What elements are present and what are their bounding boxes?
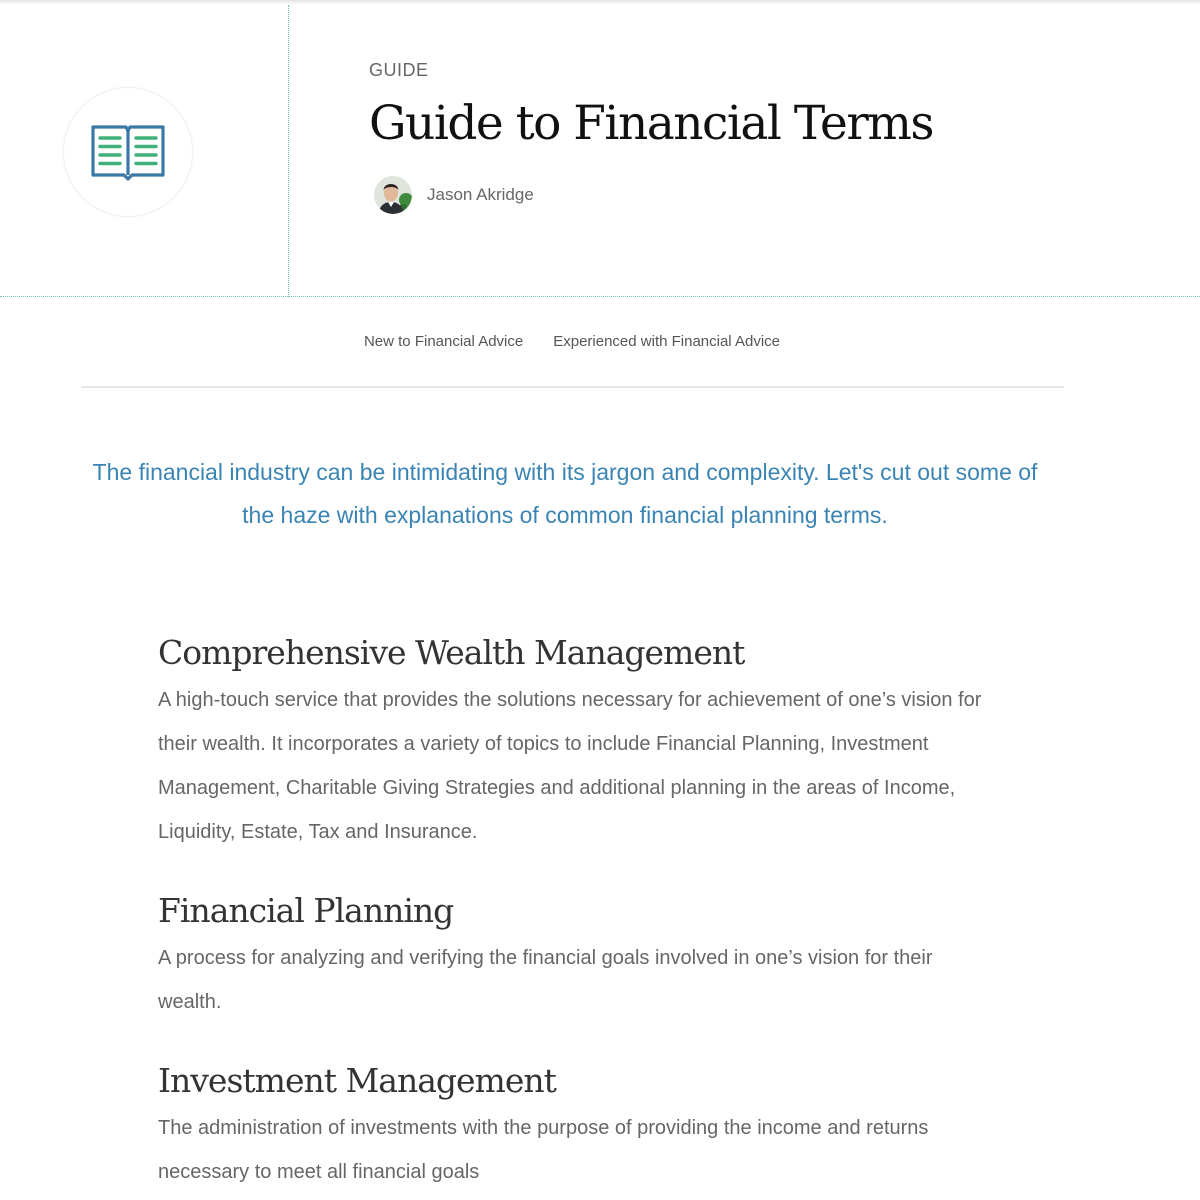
term-definition: A process for analyzing and verifying the financial goals involved in one’s vision for their wealth. — [158, 947, 933, 1013]
author-avatar — [374, 176, 412, 214]
term-title: Comprehensive Wealth Management — [158, 633, 745, 672]
tabs-divider — [81, 386, 1064, 388]
term-title: Financial Planning — [158, 891, 454, 930]
term-definition: The administration of investments with the purpose of providing the income and returns necessary to meet all financial goals — [158, 1117, 929, 1183]
term-investment-management — [158, 1056, 988, 1194]
term-comprehensive-wealth-management — [158, 628, 988, 854]
term-title: Investment Management — [158, 1061, 556, 1100]
term-financial-planning — [158, 886, 988, 1024]
content-type-label: GUIDE — [369, 60, 429, 80]
author-link[interactable] — [374, 176, 534, 214]
guide-icon-badge — [63, 87, 193, 217]
guide-header — [0, 0, 1200, 297]
terms-list — [158, 628, 988, 1194]
audience-tabs — [0, 333, 1200, 351]
header-horizontal-divider — [0, 296, 1200, 297]
tab-new-to-financial-advice[interactable]: New to Financial Advice — [363, 333, 524, 350]
page-title: Guide to Financial Terms — [369, 96, 934, 151]
term-definition: A high-touch service that provides the solutions necessary for achievement of one’s vision for their wealth. It incorporates a variety of topics to include Financial Planning, Investment Management, Charitable Giving Strategies and additional planning in the areas of Income, Liquidity, Estate, Tax and Insurance. — [158, 689, 982, 843]
header-vertical-divider — [288, 5, 289, 297]
tab-experienced-with-financial-advice[interactable]: Experienced with Financial Advice — [553, 333, 781, 350]
author-name: Jason Akridge — [427, 185, 534, 204]
intro-text: The financial industry can be intimidating with its jargon and complexity. Let's cut out some of the haze with explanations of common financial planning terms. — [92, 459, 1038, 528]
open-book-icon — [90, 123, 166, 181]
